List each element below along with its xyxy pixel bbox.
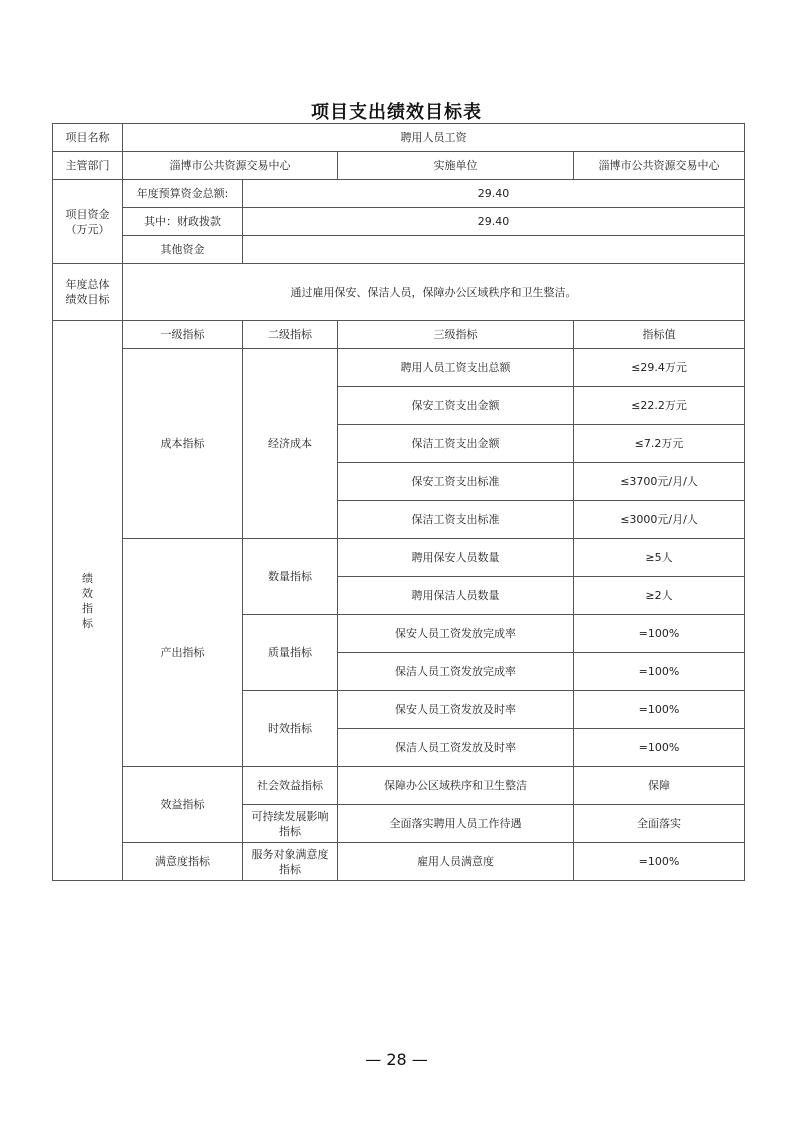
indicator-value: =100% [574,615,745,653]
indicator-name: 保安人员工资发放及时率 [338,691,574,729]
col-value-header: 指标值 [574,321,745,349]
satisfaction-level1: 满意度指标 [123,843,243,881]
indicator-value: =100% [574,843,745,881]
indicator-value: ≥2人 [574,577,745,615]
indicator-value: ≤3700元/月/人 [574,463,745,501]
benefit-level1: 效益指标 [123,767,243,843]
table-row [53,321,745,349]
indicator-name: 保安人员工资发放完成率 [338,615,574,653]
cost-level1: 成本指标 [123,349,243,539]
dept-value: 淄博市公共资源交易中心 [123,152,338,180]
table-row [53,124,745,152]
satisfaction-level2: 服务对象满意度 指标 [243,843,338,881]
impl-value: 淄博市公共资源交易中心 [574,152,745,180]
sustain-level2: 可持续发展影响 指标 [243,805,338,843]
project-name-label: 项目名称 [53,124,123,152]
col-level3-header: 三级指标 [338,321,574,349]
performance-target-table [52,123,745,881]
indicator-value: 保障 [574,767,745,805]
quantity-level2: 数量指标 [243,539,338,615]
indicator-name: 聘用人员工资支出总额 [338,349,574,387]
indicator-name: 保洁人员工资发放完成率 [338,653,574,691]
dept-label: 主管部门 [53,152,123,180]
timeliness-level2: 时效指标 [243,691,338,767]
indicator-value: ≥5人 [574,539,745,577]
indicator-value: =100% [574,729,745,767]
indicator-value: =100% [574,691,745,729]
table-row [53,180,745,208]
impl-label: 实施单位 [338,152,574,180]
indicator-name: 雇用人员满意度 [338,843,574,881]
goal-text: 通过雇用保安、保洁人员，保障办公区域秩序和卫生整洁。 [123,264,745,321]
indicator-name: 保洁人员工资发放及时率 [338,729,574,767]
table-row [53,236,745,264]
output-level1: 产出指标 [123,539,243,767]
page-number: — 28 — [365,1050,428,1069]
funds-fiscal-label: 其中：财政拨款 [123,208,243,236]
social-level2: 社会效益指标 [243,767,338,805]
funds-label: 项目资金 （万元） [53,180,123,264]
cost-level2: 经济成本 [243,349,338,539]
page-title: 项目支出绩效目标表 [311,102,482,123]
indicators-label: 绩 效 指 标 [53,321,123,881]
table-row [53,843,745,881]
funds-total-label: 年度预算资金总额: [123,180,243,208]
indicator-name: 保障办公区域秩序和卫生整洁 [338,767,574,805]
col-level1-header: 一级指标 [123,321,243,349]
indicator-value: =100% [574,653,745,691]
funds-other-label: 其他资金 [123,236,243,264]
indicator-name: 聘用保安人员数量 [338,539,574,577]
project-name-value: 聘用人员工资 [123,124,745,152]
indicator-name: 聘用保洁人员数量 [338,577,574,615]
table-row [53,264,745,321]
funds-total-value: 29.40 [243,180,745,208]
col-level2-header: 二级指标 [243,321,338,349]
indicator-value: ≤22.2万元 [574,387,745,425]
indicator-name: 保洁工资支出金额 [338,425,574,463]
table-row [53,349,745,387]
indicator-value: 全面落实 [574,805,745,843]
funds-other-value [243,236,745,264]
table-row [53,152,745,180]
goal-label: 年度总体 绩效目标 [53,264,123,321]
table-row [53,539,745,577]
indicator-name: 保洁工资支出标准 [338,501,574,539]
indicator-name: 全面落实聘用人员工作待遇 [338,805,574,843]
indicator-value: ≤3000元/月/人 [574,501,745,539]
indicator-name: 保安工资支出金额 [338,387,574,425]
table-row [53,208,745,236]
funds-fiscal-value: 29.40 [243,208,745,236]
table-row [53,767,745,805]
indicator-value: ≤7.2万元 [574,425,745,463]
quality-level2: 质量指标 [243,615,338,691]
indicator-value: ≤29.4万元 [574,349,745,387]
indicator-name: 保安工资支出标准 [338,463,574,501]
